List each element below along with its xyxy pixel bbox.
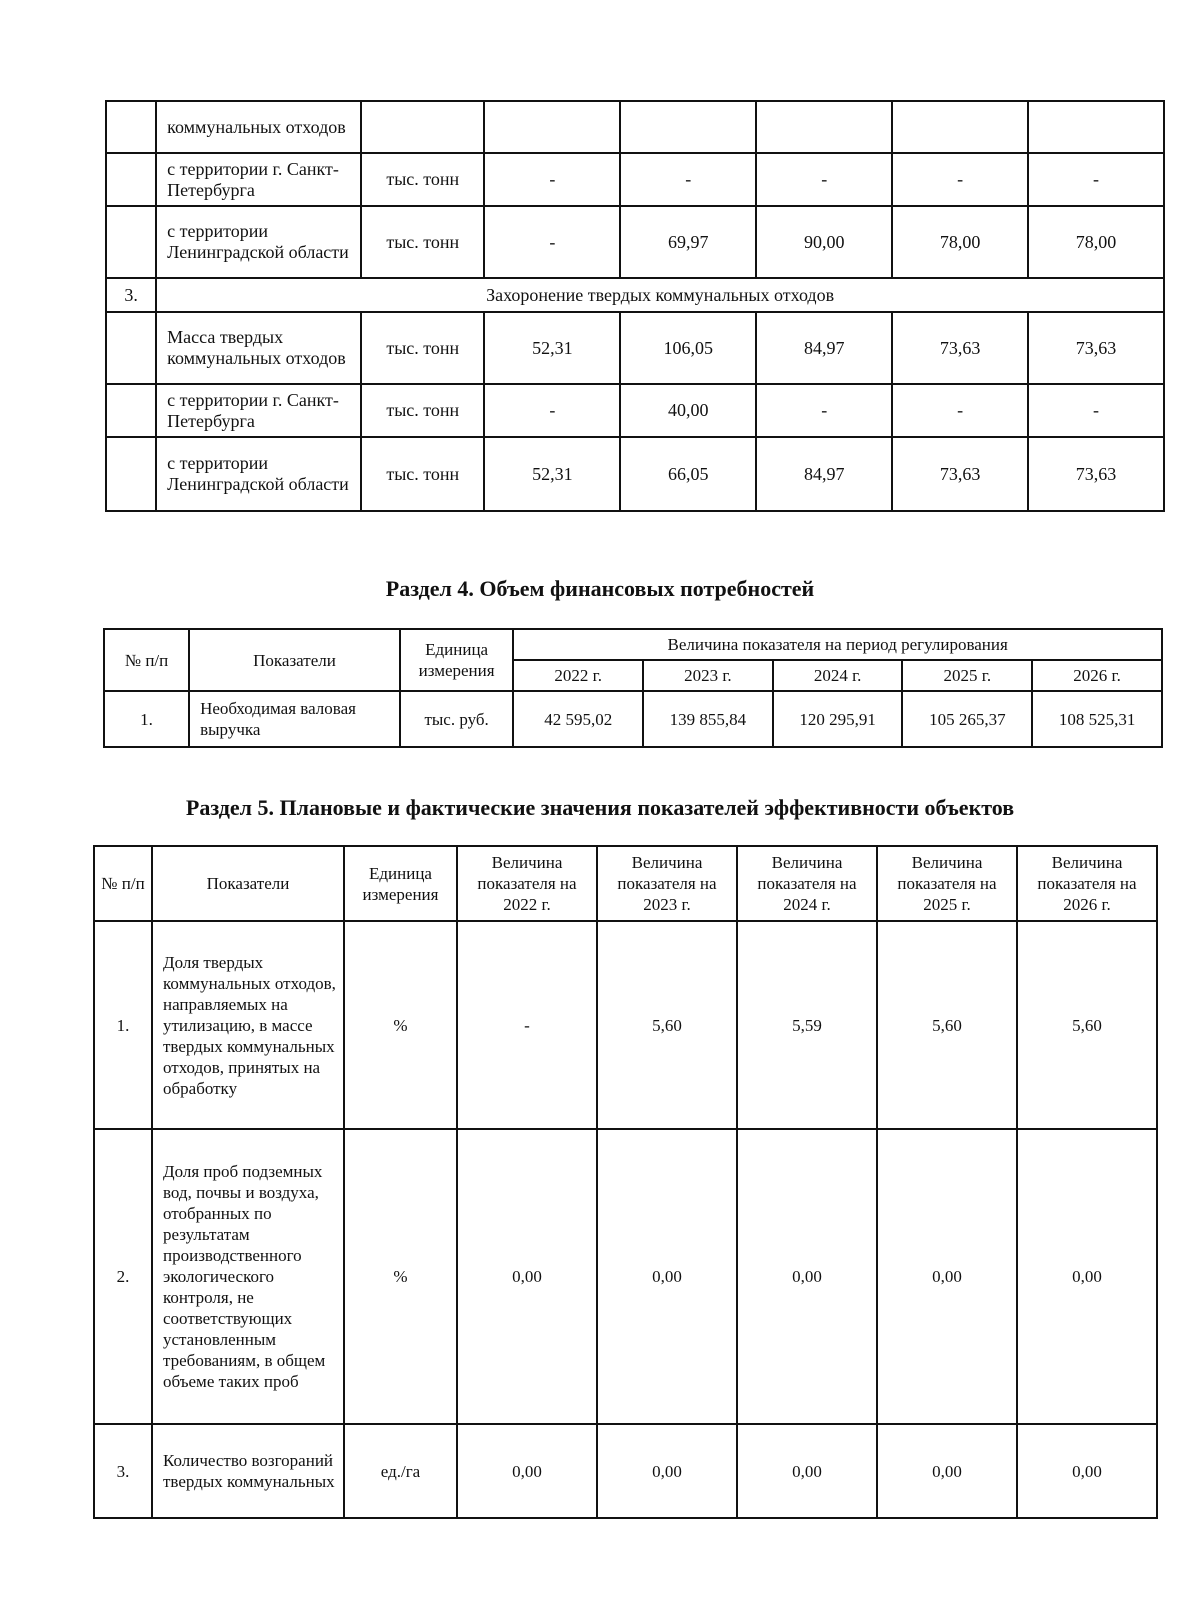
value-cell: 5,59: [737, 921, 877, 1129]
value-cell: 84,97: [756, 312, 892, 384]
value-cell: -: [756, 384, 892, 437]
row-unit: тыс. тонн: [361, 312, 484, 384]
header-unit: Единица измерения: [400, 629, 513, 691]
row-indicator: коммунальных отходов: [156, 101, 361, 153]
header-value: Величина показателя на 2023 г.: [597, 846, 737, 921]
row-unit: тыс. руб.: [400, 691, 513, 747]
row-num: 3.: [94, 1424, 152, 1518]
value-cell: 0,00: [737, 1129, 877, 1424]
section-num: 3.: [106, 278, 156, 312]
value-cell: -: [484, 153, 620, 206]
row-num: [106, 206, 156, 278]
table-row: [94, 1129, 1157, 1424]
value-cell: 84,97: [756, 437, 892, 511]
efficiency-indicators-table: [93, 845, 1158, 1519]
row-indicator: с территории Ленинградской области: [156, 437, 361, 511]
row-num: 1.: [94, 921, 152, 1129]
header-year: 2022 г.: [513, 660, 643, 691]
value-cell: 0,00: [457, 1424, 597, 1518]
value-cell: 5,60: [597, 921, 737, 1129]
row-indicator: Масса твердых коммунальных отходов: [156, 312, 361, 384]
waste-volume-table: [105, 100, 1165, 512]
value-cell: 69,97: [620, 206, 756, 278]
table-row: [106, 312, 1164, 384]
value-cell: -: [484, 384, 620, 437]
table-row: [106, 384, 1164, 437]
section-5-title: Раздел 5. Плановые и фактические значения показателей эффективности объектов: [185, 795, 1015, 820]
header-value: Величина показателя на 2026 г.: [1017, 846, 1157, 921]
value-cell: -: [1028, 153, 1164, 206]
value-cell: 73,63: [892, 437, 1028, 511]
value-cell: 0,00: [737, 1424, 877, 1518]
row-unit: %: [344, 1129, 457, 1424]
row-unit: тыс. тонн: [361, 384, 484, 437]
value-cell: 78,00: [1028, 206, 1164, 278]
value-cell: 52,31: [484, 437, 620, 511]
header-year: 2024 г.: [773, 660, 903, 691]
table-row: [106, 101, 1164, 153]
row-num: 1.: [104, 691, 189, 747]
value-cell: 52,31: [484, 312, 620, 384]
header-num: № п/п: [94, 846, 152, 921]
value-cell: 120 295,91: [773, 691, 903, 747]
row-unit: ед./га: [344, 1424, 457, 1518]
header-num: № п/п: [104, 629, 189, 691]
row-unit: тыс. тонн: [361, 153, 484, 206]
value-cell: 0,00: [1017, 1129, 1157, 1424]
value-cell: -: [1028, 384, 1164, 437]
value-cell: 0,00: [1017, 1424, 1157, 1518]
row-num: [106, 312, 156, 384]
value-cell: 66,05: [620, 437, 756, 511]
value-cell: [620, 101, 756, 153]
section-4-title: Раздел 4. Объем финансовых потребностей: [385, 576, 815, 601]
row-unit: [361, 101, 484, 153]
value-cell: [756, 101, 892, 153]
row-indicator: Количество возгораний твердых коммунальных: [152, 1424, 344, 1518]
value-cell: 5,60: [877, 921, 1017, 1129]
row-indicator: с территории Ленинградской области: [156, 206, 361, 278]
value-cell: 73,63: [892, 312, 1028, 384]
value-cell: 105 265,37: [902, 691, 1032, 747]
table-row: [106, 153, 1164, 206]
row-num: 2.: [94, 1129, 152, 1424]
value-cell: 108 525,31: [1032, 691, 1162, 747]
header-value: Величина показателя на 2024 г.: [737, 846, 877, 921]
value-cell: 106,05: [620, 312, 756, 384]
value-cell: [892, 101, 1028, 153]
value-cell: 0,00: [597, 1129, 737, 1424]
row-indicator: Доля проб подземных вод, почвы и воздуха, отобранных по результатам производственного экологического контроля, не соответствующих установленным требованиям, в общем объеме таких проб: [152, 1129, 344, 1424]
value-cell: 42 595,02: [513, 691, 643, 747]
table-header-row: [94, 846, 1157, 921]
value-cell: 73,63: [1028, 437, 1164, 511]
section-title-cell: Захоронение твердых коммунальных отходов: [156, 278, 1164, 312]
value-cell: 90,00: [756, 206, 892, 278]
value-cell: [484, 101, 620, 153]
table-row: [94, 921, 1157, 1129]
value-cell: [1028, 101, 1164, 153]
value-cell: 0,00: [597, 1424, 737, 1518]
header-value: Величина показателя на 2022 г.: [457, 846, 597, 921]
value-cell: 78,00: [892, 206, 1028, 278]
header-year: 2025 г.: [902, 660, 1032, 691]
value-cell: -: [620, 153, 756, 206]
header-indicator: Показатели: [152, 846, 344, 921]
row-unit: тыс. тонн: [361, 437, 484, 511]
value-cell: 73,63: [1028, 312, 1164, 384]
row-unit: %: [344, 921, 457, 1129]
header-value: Величина показателя на 2025 г.: [877, 846, 1017, 921]
value-cell: 0,00: [877, 1129, 1017, 1424]
row-indicator: Доля твердых коммунальных отходов, направляемых на утилизацию, в массе твердых коммунальных отходов, принятых на обработку: [152, 921, 344, 1129]
value-cell: -: [457, 921, 597, 1129]
header-unit: Единица измерения: [344, 846, 457, 921]
header-period: Величина показателя на период регулирования: [513, 629, 1162, 660]
table-header-row: [104, 629, 1162, 660]
table-row: [104, 691, 1162, 747]
value-cell: -: [484, 206, 620, 278]
table-row: [106, 437, 1164, 511]
table-row: [106, 206, 1164, 278]
header-year: 2026 г.: [1032, 660, 1162, 691]
value-cell: -: [892, 384, 1028, 437]
value-cell: 0,00: [457, 1129, 597, 1424]
row-indicator: с территории г. Санкт-Петербурга: [156, 384, 361, 437]
row-unit: тыс. тонн: [361, 206, 484, 278]
section-header-row: [106, 278, 1164, 312]
value-cell: -: [756, 153, 892, 206]
value-cell: 5,60: [1017, 921, 1157, 1129]
value-cell: 40,00: [620, 384, 756, 437]
row-num: [106, 153, 156, 206]
row-indicator: Необходимая валовая выручка: [189, 691, 400, 747]
value-cell: 0,00: [877, 1424, 1017, 1518]
row-num: [106, 101, 156, 153]
row-num: [106, 384, 156, 437]
header-year: 2023 г.: [643, 660, 773, 691]
financial-needs-table: [103, 628, 1163, 748]
value-cell: 139 855,84: [643, 691, 773, 747]
header-indicator: Показатели: [189, 629, 400, 691]
row-indicator: с территории г. Санкт-Петербурга: [156, 153, 361, 206]
value-cell: -: [892, 153, 1028, 206]
table-row: [94, 1424, 1157, 1518]
row-num: [106, 437, 156, 511]
